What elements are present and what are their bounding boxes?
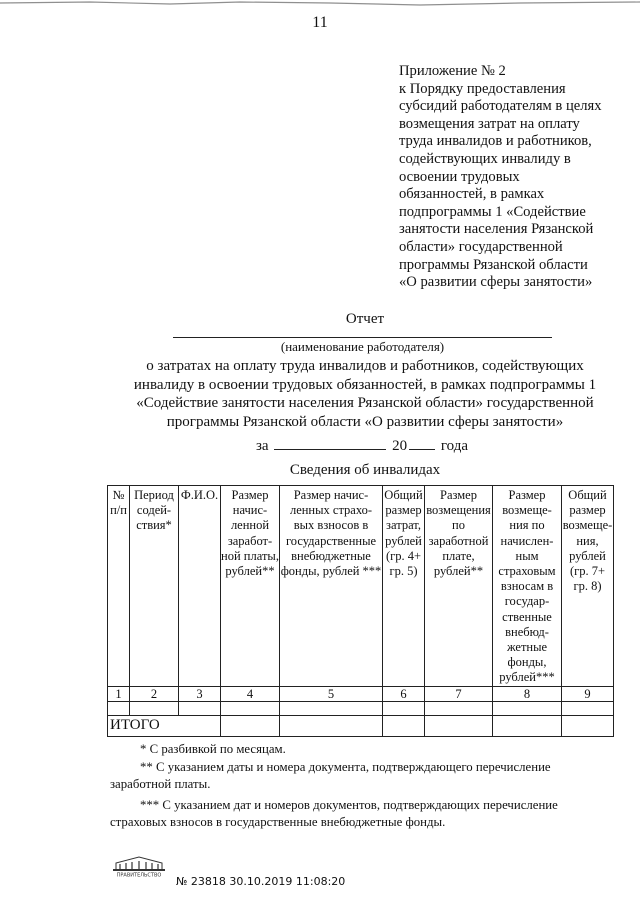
total-label: ИТОГО [108,715,221,736]
appendix-line: «О развитии сферы занятости» [399,274,593,291]
col-header-fio: Ф.И.О. [179,486,221,687]
column-number: 4 [221,686,280,701]
subject-line: о затратах на оплату труда инвалидов и работников, содействующих [146,358,584,374]
table-cell [493,715,562,736]
table-cell [221,701,280,715]
col-header-salary: Размер начис-ленной заработ-ной платы, рублей** [221,486,280,687]
col-header-salary-reimbursement: Размер возмещения по заработной плате, рублей** [425,486,493,687]
period-prefix: за [256,438,269,454]
appendix-line: Приложение № 2 [399,63,506,79]
footnote-1: * С разбивкой по месяцам. [140,742,286,756]
col-header-insurance: Размер начис-ленных страхо-вых взносов в государственные внебюджетные фонды, рублей *** [280,486,383,687]
col-header-period: Период содей-ствия* [130,486,179,687]
subject-line: программы Рязанской области «О развитии сферы занятости» [166,413,564,430]
column-number: 3 [179,686,221,701]
column-number: 6 [383,686,425,701]
page-number: 11 [312,14,328,31]
appendix-block [399,63,609,292]
col-header-total-reimbursement: Общий размер возмеще-ния, рублей (гр. 7+ гр. 8) [562,486,614,687]
footnote-3-line-2: страховых взносов в государственные внебюджетные фонды. [110,815,446,829]
footnotes [110,741,616,832]
table-cell [280,701,383,715]
footnote-2-line-2: заработной платы. [110,777,211,791]
column-number: 7 [425,686,493,701]
registration-stamp: № 23818 30.10.2019 11:08:20 [176,875,346,888]
appendix-line: к Порядку предоставления [399,80,566,97]
scan-edge-artifact [0,0,640,8]
table-cell [108,701,130,715]
table-cell [562,701,614,715]
appendix-line: программы Рязанской области [399,256,588,273]
column-number: 1 [108,686,130,701]
appendix-line: содействующих инвалиду в [399,150,571,167]
col-header-insurance-reimbursement: Размер возмеще-ния по начислен-ным страховым взносам в государ-ственные внебюд-жетные фонды, рублей*** [493,486,562,687]
subject-line: «Содействие занятости населения Рязанской области» государственной [136,395,594,411]
table-cell [493,701,562,715]
subject-line: инвалиду в освоении трудовых обязанностей, в рамках подпрограммы 1 [133,376,597,393]
column-number: 9 [562,686,614,701]
period-suffix: года [440,438,468,454]
table-cell [130,701,179,715]
report-period [256,437,468,455]
employer-name-caption: (наименование работодателя) [280,339,445,354]
footnote-2-line-1: ** С указанием даты и номера документа, подтверждающего перечисление [140,759,551,774]
table-cell [383,715,425,736]
period-blank [274,437,386,450]
appendix-line: труда инвалидов и работников, [399,133,592,150]
total-row [108,715,614,736]
table-cell [425,715,493,736]
col-header-total-costs: Общий размер затрат, рублей (гр. 4+ гр. 5) [383,486,425,687]
report-subject [0,357,640,431]
table-cell [179,701,221,715]
table-row [108,701,614,715]
appendix-line: возмещения затрат на оплату [399,115,580,132]
report-title: Отчет [345,311,385,327]
table-cell [280,715,383,736]
column-number: 8 [493,686,562,701]
disabled-persons-table [107,485,614,737]
appendix-line: подпрограммы 1 «Содействие [399,203,586,220]
appendix-line: освоении трудовых [399,168,520,185]
table-cell [221,715,280,736]
employer-name-blank [173,337,552,338]
column-number: 2 [130,686,179,701]
year-blank [409,437,435,450]
table-cell [383,701,425,715]
table-cell [425,701,493,715]
footnote-3-line-1: *** С указанием дат и номеров документов, подтверждающих перечисление [140,797,558,812]
period-year: 20 [392,438,408,454]
appendix-line: обязанностей, в рамках [399,186,545,203]
table-cell [562,715,614,736]
col-header-number: № п/п [108,486,130,687]
logo-caption: ПРАВИТЕЛЬСТВО [116,872,162,877]
section-title: Сведения об инвалидах [289,462,441,478]
appendix-line: занятости населения Рязанской [399,221,594,238]
column-number: 5 [280,686,383,701]
government-building-logo [110,855,168,877]
appendix-line: субсидий работодателям в целях [399,98,602,115]
appendix-line: области» государственной [399,238,563,255]
